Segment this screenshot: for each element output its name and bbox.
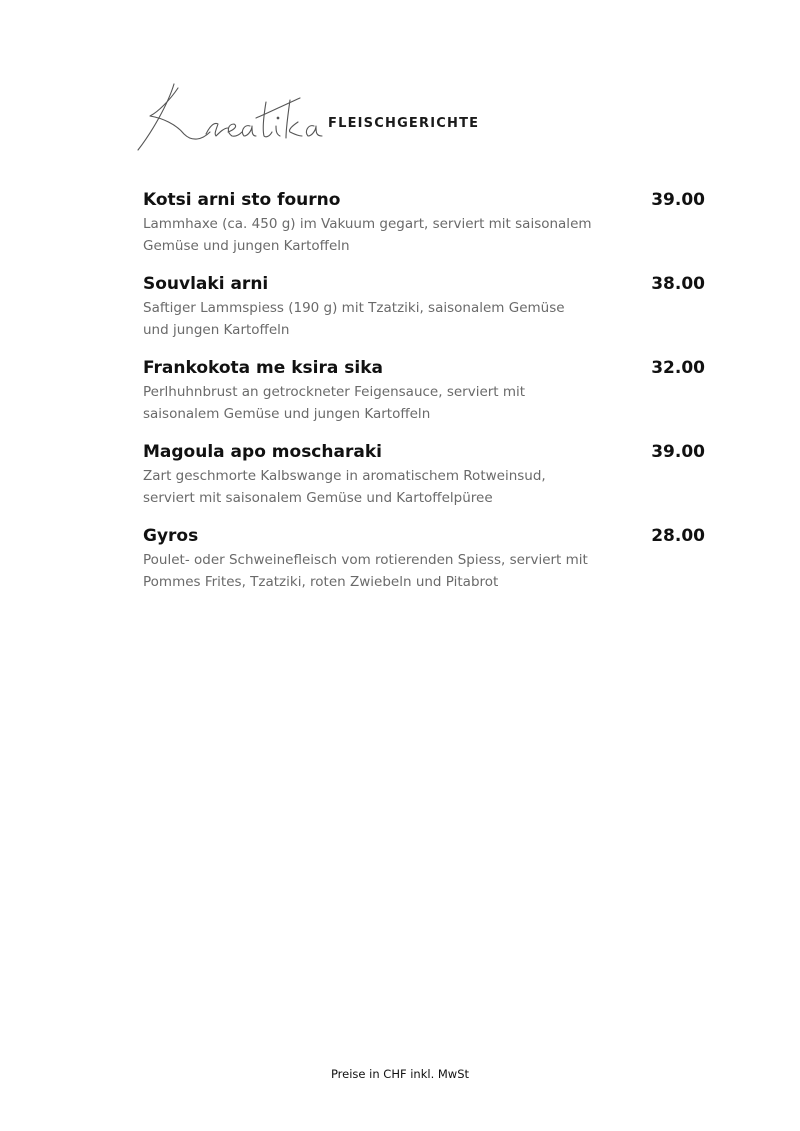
- price-note: Preise in CHF inkl. MwSt: [330, 1067, 470, 1081]
- item-price: 38.00: [651, 274, 705, 294]
- menu-header: [132, 74, 492, 164]
- menu-item: [143, 524, 705, 608]
- item-price: 39.00: [651, 190, 705, 210]
- menu-item: [143, 440, 705, 524]
- menu-item: [143, 356, 705, 440]
- script-lettering-graphic: [132, 74, 332, 164]
- item-description: Poulet- oder Schweinefleisch vom rotierenden Spiess, serviert mit Pommes Frites, Tzatziki, roten Zwiebeln und Pitabrot: [143, 552, 588, 590]
- menu-list: [143, 188, 705, 608]
- item-description: Saftiger Lammspiess (190 g) mit Tzatziki, saisonalem Gemüse und jungen Kartoffeln: [143, 300, 565, 338]
- item-name: Gyros: [143, 526, 199, 546]
- menu-item: [143, 272, 705, 356]
- item-price: 28.00: [651, 526, 705, 546]
- item-name: Frankokota me ksira sika: [143, 358, 383, 378]
- item-name: Magoula apo moscharaki: [143, 442, 382, 462]
- category-title: FLEISCHGERICHTE: [328, 116, 480, 131]
- item-name: Kotsi arni sto fourno: [143, 190, 341, 210]
- item-price: 39.00: [651, 442, 705, 462]
- menu-item: [143, 188, 705, 272]
- item-description: Lammhaxe (ca. 450 g) im Vakuum gegart, serviert mit saisonalem Gemüse und jungen Kartoffeln: [143, 216, 592, 254]
- script-title-logo: [132, 74, 332, 164]
- item-price: 32.00: [651, 358, 705, 378]
- item-description: Perlhuhnbrust an getrockneter Feigensauce, serviert mit saisonalem Gemüse und jungen Kartoffeln: [143, 384, 526, 422]
- item-description: Zart geschmorte Kalbswange in aromatischem Rotweinsud, serviert mit saisonalem Gemüse und Kartoffelpüree: [143, 468, 546, 506]
- item-name: Souvlaki arni: [143, 274, 269, 294]
